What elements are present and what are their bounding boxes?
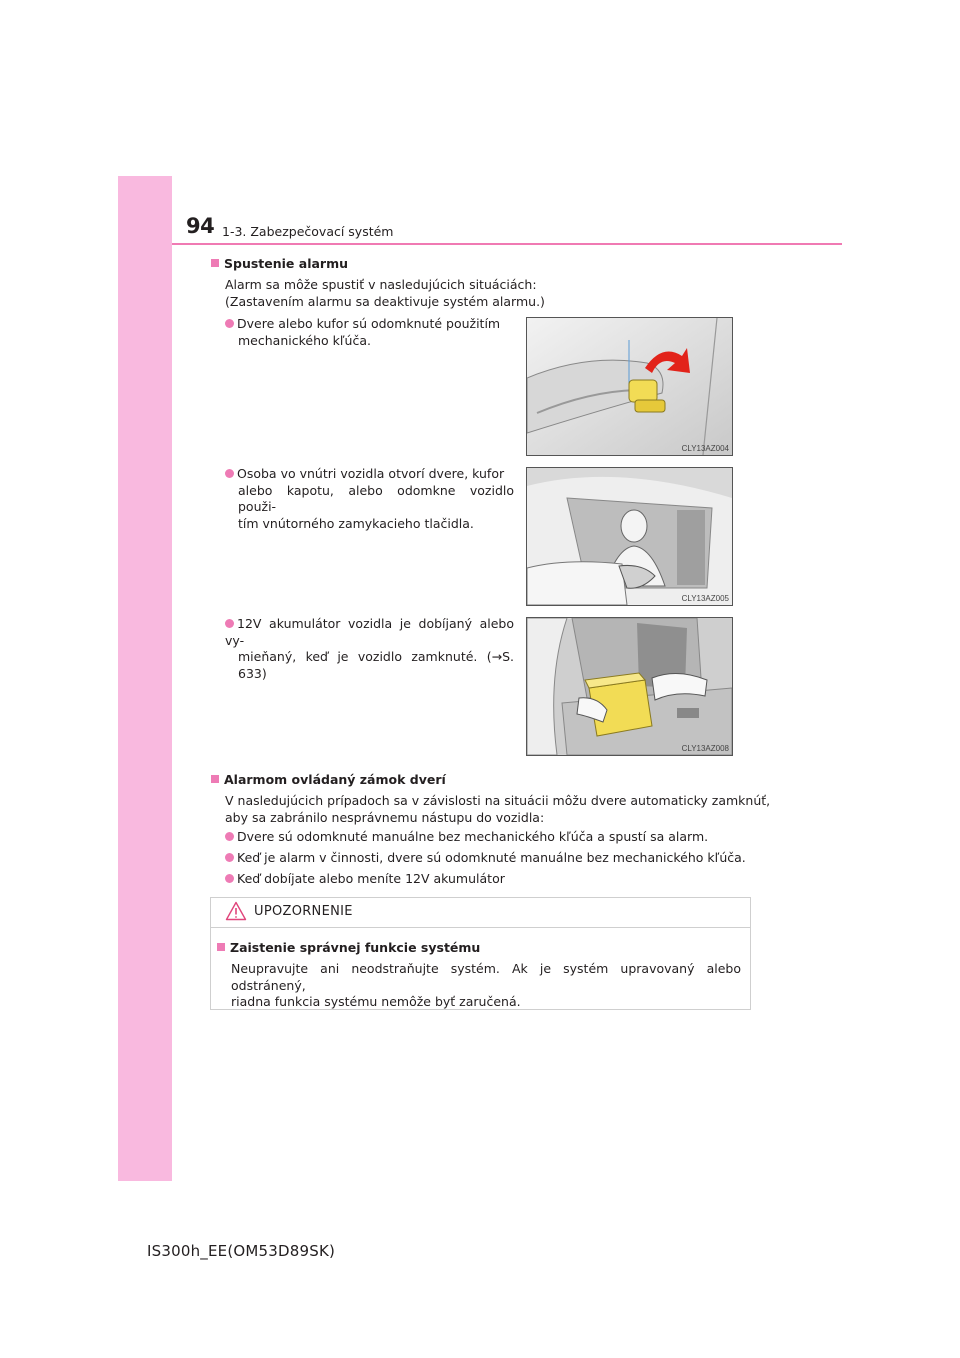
figure-code: CLY13AZ008 bbox=[681, 744, 729, 753]
list-item bbox=[225, 616, 514, 682]
square-bullet-icon bbox=[217, 943, 225, 951]
item-text: Osoba vo vnútri vozidla otvorí dvere, kufor bbox=[237, 466, 505, 481]
interior-person-illustration bbox=[526, 467, 733, 606]
item-text: Dvere sú odomknuté manuálne bez mechanického kľúča a spustí sa alarm. bbox=[237, 829, 709, 844]
battery-trunk-illustration bbox=[526, 617, 733, 756]
item-text: Keď je alarm v činnosti, dvere sú odomknuté manuálne bez mechanického kľúča. bbox=[237, 850, 746, 865]
list-item bbox=[238, 466, 514, 532]
item-text: 12V akumulátor vozidla je dobíjaný alebo vy- bbox=[225, 616, 514, 648]
circle-bullet-icon bbox=[225, 832, 234, 841]
circle-bullet-icon bbox=[225, 874, 234, 883]
list-item bbox=[238, 829, 708, 846]
warning-body bbox=[231, 961, 741, 1011]
intro-line: Alarm sa môže spustiť v nasledujúcich situáciách: bbox=[225, 277, 537, 292]
warning-triangle-icon bbox=[225, 901, 247, 921]
circle-bullet-icon bbox=[225, 319, 234, 328]
square-bullet-icon bbox=[211, 775, 219, 783]
warning-box bbox=[210, 897, 751, 1010]
alarm-lock-heading bbox=[211, 772, 446, 787]
list-item bbox=[238, 316, 514, 349]
header-divider bbox=[172, 243, 842, 245]
page-sidebar-tab bbox=[118, 176, 172, 1181]
warning-line: Neupravujte ani neodstraňujte systém. Ak je systém upravovaný alebo odstránený, bbox=[231, 961, 741, 993]
heading-text: Zaistenie správnej funkcie systému bbox=[230, 940, 481, 955]
list-item bbox=[238, 850, 746, 867]
warning-heading bbox=[217, 940, 480, 955]
figure-code: CLY13AZ005 bbox=[681, 594, 729, 603]
item-text: mechanického kľúča. bbox=[238, 332, 371, 348]
intro-line: V nasledujúcich prípadoch sa v závislosti na situácii môžu dvere automaticky zamknúť, bbox=[225, 793, 771, 808]
page-number: 94 bbox=[186, 214, 215, 238]
circle-bullet-icon bbox=[225, 469, 234, 478]
item-text: Dvere alebo kufor sú odomknuté použitím bbox=[237, 316, 501, 331]
section-title: 1-3. Zabezpečovací systém bbox=[222, 224, 394, 239]
item-text: alebo kapotu, alebo odomkne vozidlo použi- bbox=[238, 482, 514, 514]
intro-line: aby sa zabránilo nesprávnemu nástupu do vozidla: bbox=[225, 809, 545, 825]
item-text: mieňaný, keď je vozidlo zamknuté. (→S. 633) bbox=[238, 649, 514, 681]
item-text: Keď dobíjate alebo meníte 12V akumulátor bbox=[237, 871, 505, 886]
warning-line: riadna funkcia systému nemôže byť zaručená. bbox=[231, 994, 521, 1009]
model-code: IS300h_EE(OM53D89SK) bbox=[147, 1242, 336, 1260]
heading-text: Spustenie alarmu bbox=[224, 256, 348, 271]
circle-bullet-icon bbox=[225, 619, 234, 628]
alarm-trigger-intro bbox=[225, 277, 545, 310]
square-bullet-icon bbox=[211, 259, 219, 267]
alarm-trigger-heading bbox=[211, 256, 348, 271]
heading-text: Alarmom ovládaný zámok dverí bbox=[224, 772, 446, 787]
warning-header bbox=[211, 898, 750, 928]
list-item bbox=[238, 871, 505, 888]
door-handle-illustration bbox=[526, 317, 733, 456]
circle-bullet-icon bbox=[225, 853, 234, 862]
warning-label: UPOZORNENIE bbox=[254, 904, 353, 919]
item-text: tím vnútorného zamykacieho tlačidla. bbox=[238, 515, 474, 531]
figure-code: CLY13AZ004 bbox=[681, 444, 729, 453]
intro-line: (Zastavením alarmu sa deaktivuje systém alarmu.) bbox=[225, 293, 545, 309]
alarm-lock-intro bbox=[225, 793, 770, 826]
